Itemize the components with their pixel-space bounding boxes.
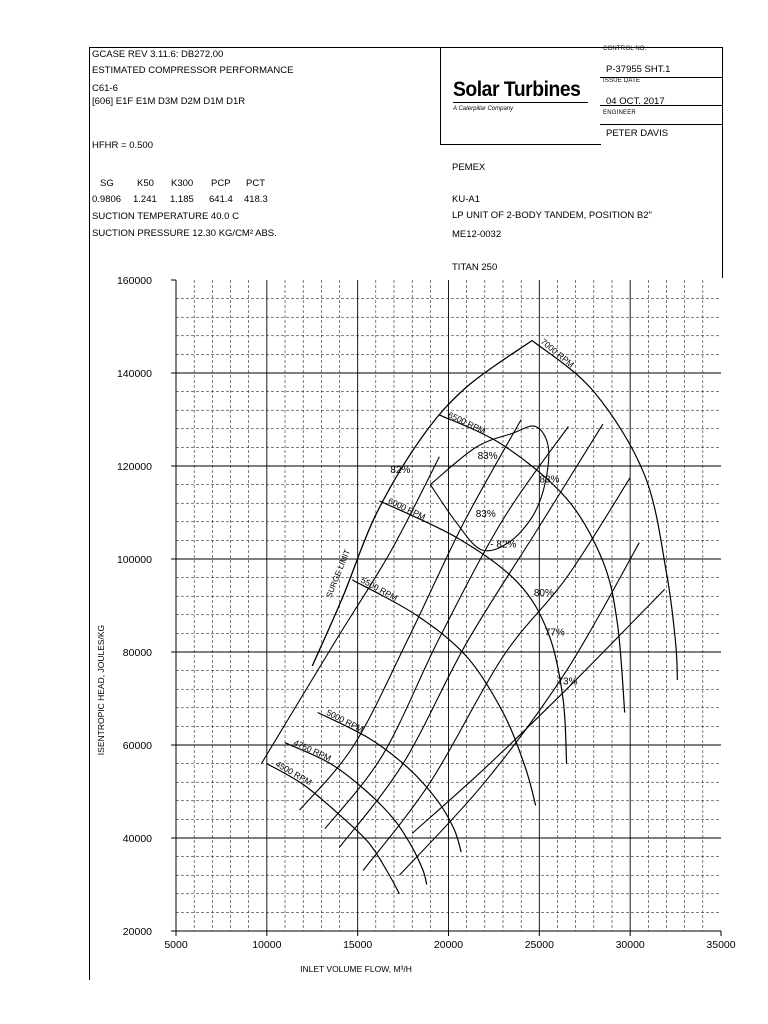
efficiency-label: - 82% — [490, 539, 517, 551]
turbine-model: TITAN 250 — [452, 262, 498, 273]
gas-header-k300: K300 — [171, 178, 194, 189]
customer: PEMEX — [452, 162, 486, 173]
gas-value-pct: 418.3 — [244, 194, 268, 205]
speed-line-label: 6000 RPM — [386, 495, 428, 522]
y-axis-label: ISENTROPIC HEAD, JOULES/KG — [96, 624, 106, 756]
gas-header-pcp: PCP — [211, 178, 231, 189]
efficiency-label: 83% — [539, 474, 560, 486]
suction-temperature: SUCTION TEMPERATURE 40.0 C — [92, 211, 239, 222]
engineer-name: PETER DAVIS — [606, 128, 669, 139]
x-tick-label: 15000 — [343, 939, 373, 951]
surge-limit-label: SURGE LIMIT — [324, 548, 352, 599]
control-no: P-37955 SHT.1 — [606, 64, 671, 75]
speed-line — [352, 580, 536, 806]
efficiency-label: 77% — [544, 627, 565, 639]
gas-header-k50: K50 — [137, 178, 154, 189]
gas-value-k300: 1.185 — [170, 194, 194, 205]
efficiency-label: 83% — [475, 509, 496, 521]
x-tick-label: 35000 — [706, 939, 736, 951]
site: KU-A1 — [452, 194, 480, 205]
unit-description: LP UNIT OF 2-BODY TANDEM, POSITION B2" — [452, 210, 652, 221]
solar-turbines-logo: Solar Turbines — [453, 78, 581, 101]
gas-header-sg: SG — [100, 178, 114, 189]
issue-date: 04 OCT. 2017 — [606, 96, 665, 107]
speed-line-label: 4750 RPM — [292, 737, 333, 764]
y-tick-label: 20000 — [122, 926, 152, 938]
speed-line — [267, 764, 400, 894]
gas-value-k50: 1.241 — [133, 194, 157, 205]
engineer-label: ENGINEER — [603, 110, 636, 116]
efficiency-label: 73% — [557, 676, 578, 688]
gas-value-pcp: 641.4 — [209, 194, 233, 205]
suction-pressure: SUCTION PRESSURE 12.30 KG/CM² ABS. — [92, 228, 277, 239]
y-tick-label: 140000 — [116, 368, 152, 380]
speed-line-label: 5500 RPM — [359, 574, 400, 603]
x-tick-label: 5000 — [164, 939, 188, 951]
speed-line-label: 7000 RPM — [538, 336, 577, 370]
hfhr-value: HFHR = 0.500 — [92, 140, 153, 151]
speed-line — [318, 713, 462, 853]
issue-date-label: ISSUE DATE — [603, 78, 641, 84]
x-tick-label: 25000 — [524, 939, 554, 951]
y-tick-label: 60000 — [122, 740, 152, 752]
operating-ray — [399, 543, 639, 876]
x-axis-label: INLET VOLUME FLOW, M³/H — [300, 964, 412, 974]
job-number: ME12-0032 — [452, 229, 502, 240]
efficiency-label: 82% — [390, 464, 411, 476]
gas-value-sg: 0.9806 — [92, 194, 122, 205]
speed-line — [439, 415, 624, 713]
logo-tagline: A Caterpillar Company — [453, 106, 514, 112]
control-no-label: CONTROL NO. — [603, 46, 647, 52]
y-tick-label: 80000 — [122, 647, 152, 659]
y-tick-label: 160000 — [116, 275, 152, 287]
header-title: ESTIMATED COMPRESSOR PERFORMANCE — [92, 65, 294, 76]
operating-ray — [325, 427, 568, 829]
header-stage-config: [606] E1F E1M D3M D2M D1M D1R — [92, 96, 246, 107]
speed-line-label: 5000 RPM — [324, 707, 366, 735]
efficiency-label: 83% — [477, 451, 498, 463]
x-tick-label: 30000 — [615, 939, 645, 951]
y-tick-label: 100000 — [116, 554, 152, 566]
x-tick-label: 20000 — [433, 939, 464, 951]
y-tick-label: 120000 — [116, 461, 152, 473]
speed-line — [285, 743, 427, 885]
header-rev: GCASE REV 3.11.6: DB272.00 — [92, 49, 224, 60]
y-tick-label: 40000 — [122, 833, 152, 845]
operating-ray — [363, 478, 630, 871]
gas-header-pct: PCT — [246, 178, 265, 189]
speed-line-label: 6500 RPM — [446, 409, 488, 436]
header-model-code: C61-6 — [92, 83, 118, 94]
x-tick-label: 10000 — [252, 939, 282, 951]
speed-line-label: 4500 RPM — [273, 758, 314, 788]
chart-grid — [176, 280, 721, 931]
efficiency-label: 80% — [533, 588, 554, 600]
